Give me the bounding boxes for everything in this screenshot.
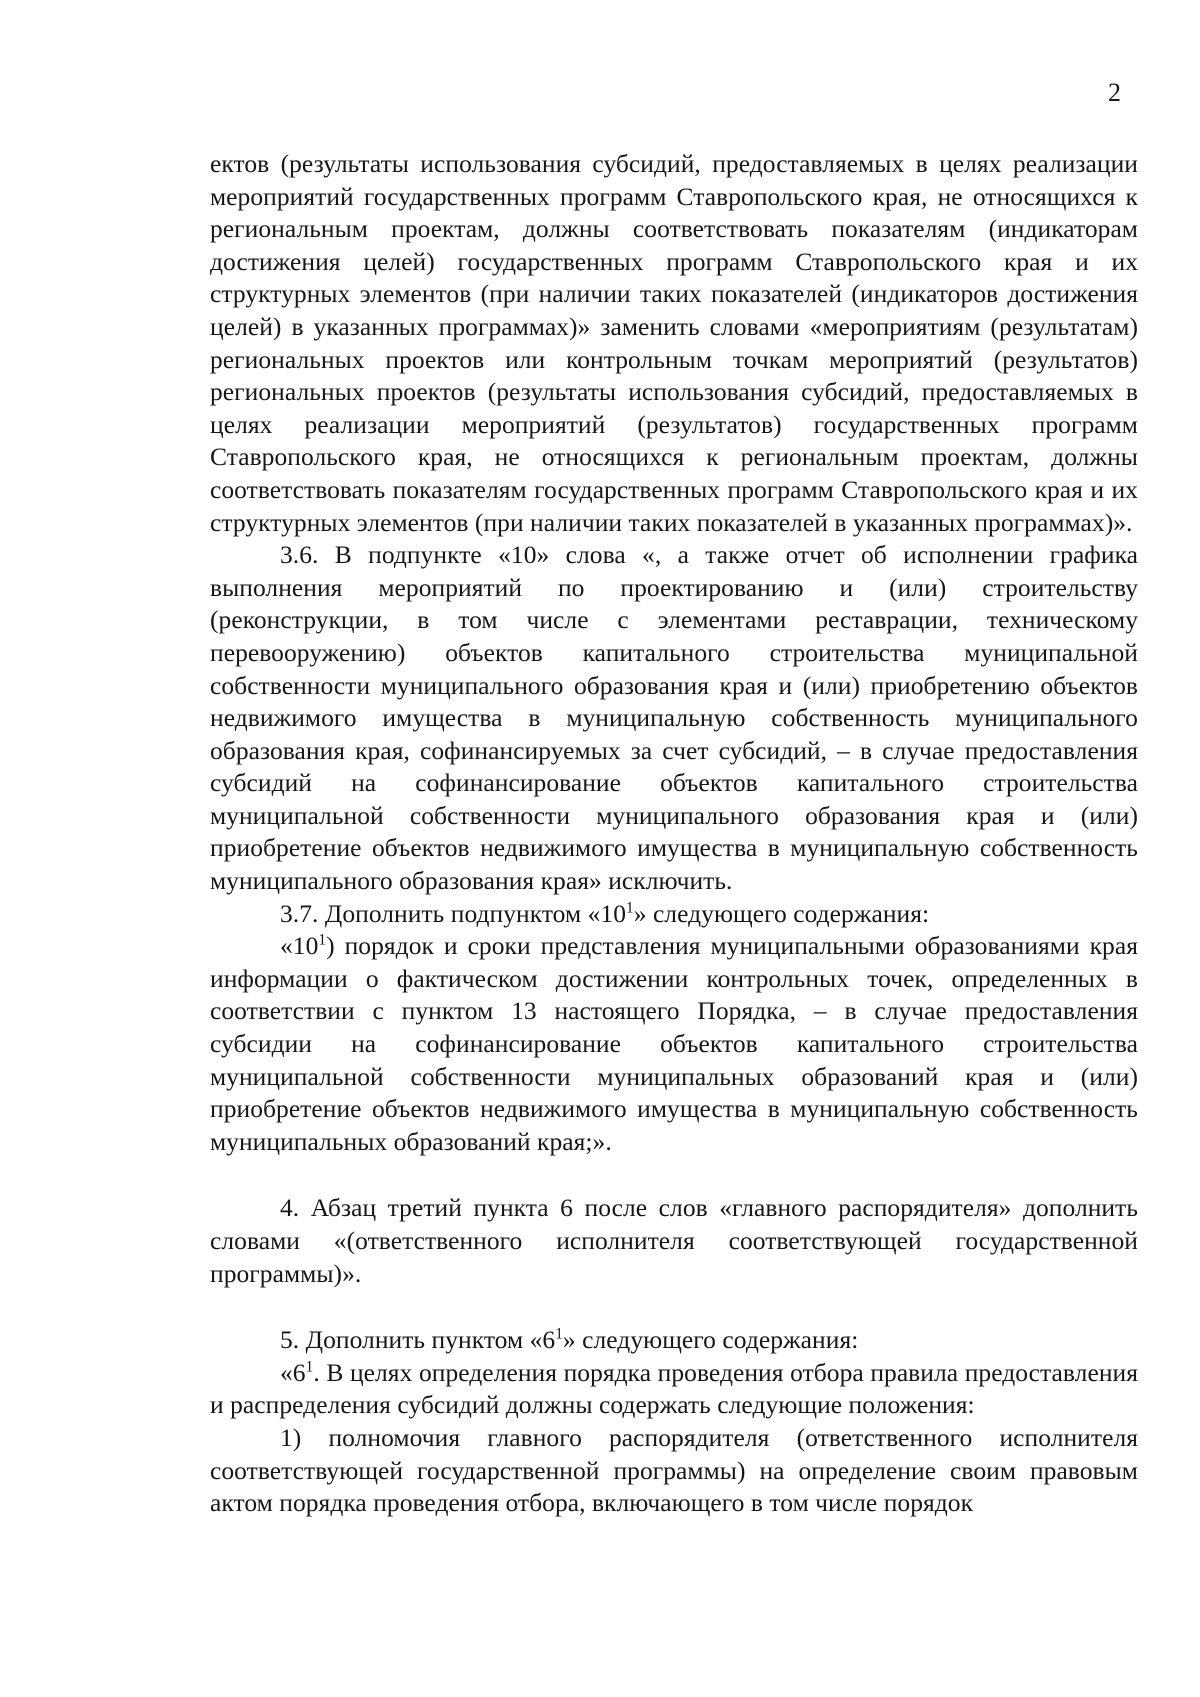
paragraph-6-1 xyxy=(210,1357,1138,1422)
superscript: 1 xyxy=(305,1358,314,1376)
page-number: 2 xyxy=(1108,78,1121,107)
paragraph-3-7 xyxy=(210,898,1138,931)
text-segment: . В целях определения порядка проведения отбора правила предоставления и распределения субсидий должны содержать следующие положения: xyxy=(210,1357,1138,1420)
text-segment: ) порядок и сроки представления муниципальными образованиями края информации о фактическом достижении контрольных точек, определенных в соответствии с пунктом 13 настоящего Порядка, – в случае предоставления субсидии на софинансирование объектов капитального строительства муниципальной собственности муниципальных образований края и (или) приобретение объектов недвижимого имущества в муниципальную собственность муниципальных образований края;». xyxy=(210,931,1138,1156)
paragraph-10-1 xyxy=(210,930,1138,1158)
paragraph-4: 4. Абзац третий пункта 6 после слов «главного распорядителя» дополнить словами «(ответственного исполнителя соответствующей государственной программы)». xyxy=(210,1193,1138,1288)
superscript: 1 xyxy=(626,899,634,917)
text-segment: «6 xyxy=(280,1357,306,1387)
text-segment: «10 xyxy=(280,931,319,961)
paragraph-5 xyxy=(210,1324,1138,1357)
text-segment: 5. Дополнить пунктом «6 xyxy=(280,1325,556,1355)
text-segment: » следующего содержания: xyxy=(562,1325,859,1355)
paragraph-item-1: 1) полномочия главного распорядителя (ответственного исполнителя соответствующей государственной программы) на определение своим правовым актом порядка проведения отбора, включающего в том числе порядок xyxy=(210,1422,1138,1518)
paragraph-continuation: ектов (результаты использования субсидий, предоставляемых в целях реализации мероприятий государственных программ Ставропольского края, не относящихся к региональным проектам, должны соответствовать показателям (индикаторам достижения целей) государственных программ Ставропольского края и их структурных элементов (при наличии таких показателей (индикаторов достижения целей) в указанных программах)» заменить словами «мероприятиям (результатам) региональных проектов или контрольным точкам мероприятий (результатов) региональных проектов (результаты использования субсидий, предоставляемых в целях реализации мероприятий (результатов) государственных программ Ставропольского края, не относящихся к региональным проектам, должны соответствовать показателям государственных программ Ставропольского края и их структурных элементов (при наличии таких показателей в указанных программах)». xyxy=(210,149,1138,537)
superscript: 1 xyxy=(318,931,327,949)
superscript: 1 xyxy=(555,1325,563,1343)
text-segment: » следующего содержания: xyxy=(633,898,930,928)
paragraph-3-6: 3.6. В подпункте «10» слова «, а также отчет об исполнении графика выполнения мероприятий по проектированию и (или) строительству (реконструкции, в том числе с элементами реставрации, техническому перевооружению) объектов капитального строительства муниципальной собственности муниципального образования края и (или) приобретению объектов недвижимого имущества в муниципальную собственность муниципального образования края, софинансируемых за счет субсидий, – в случае предоставления субсидий на софинансирование объектов капитального строительства муниципальной собственности муниципального образования края и (или) приобретение объектов недвижимого имущества в муниципальную собственность муниципального образования края» исключить. xyxy=(210,540,1138,896)
document-body xyxy=(210,148,1138,1520)
text-segment: 3.7. Дополнить подпунктом «10 xyxy=(280,898,627,928)
